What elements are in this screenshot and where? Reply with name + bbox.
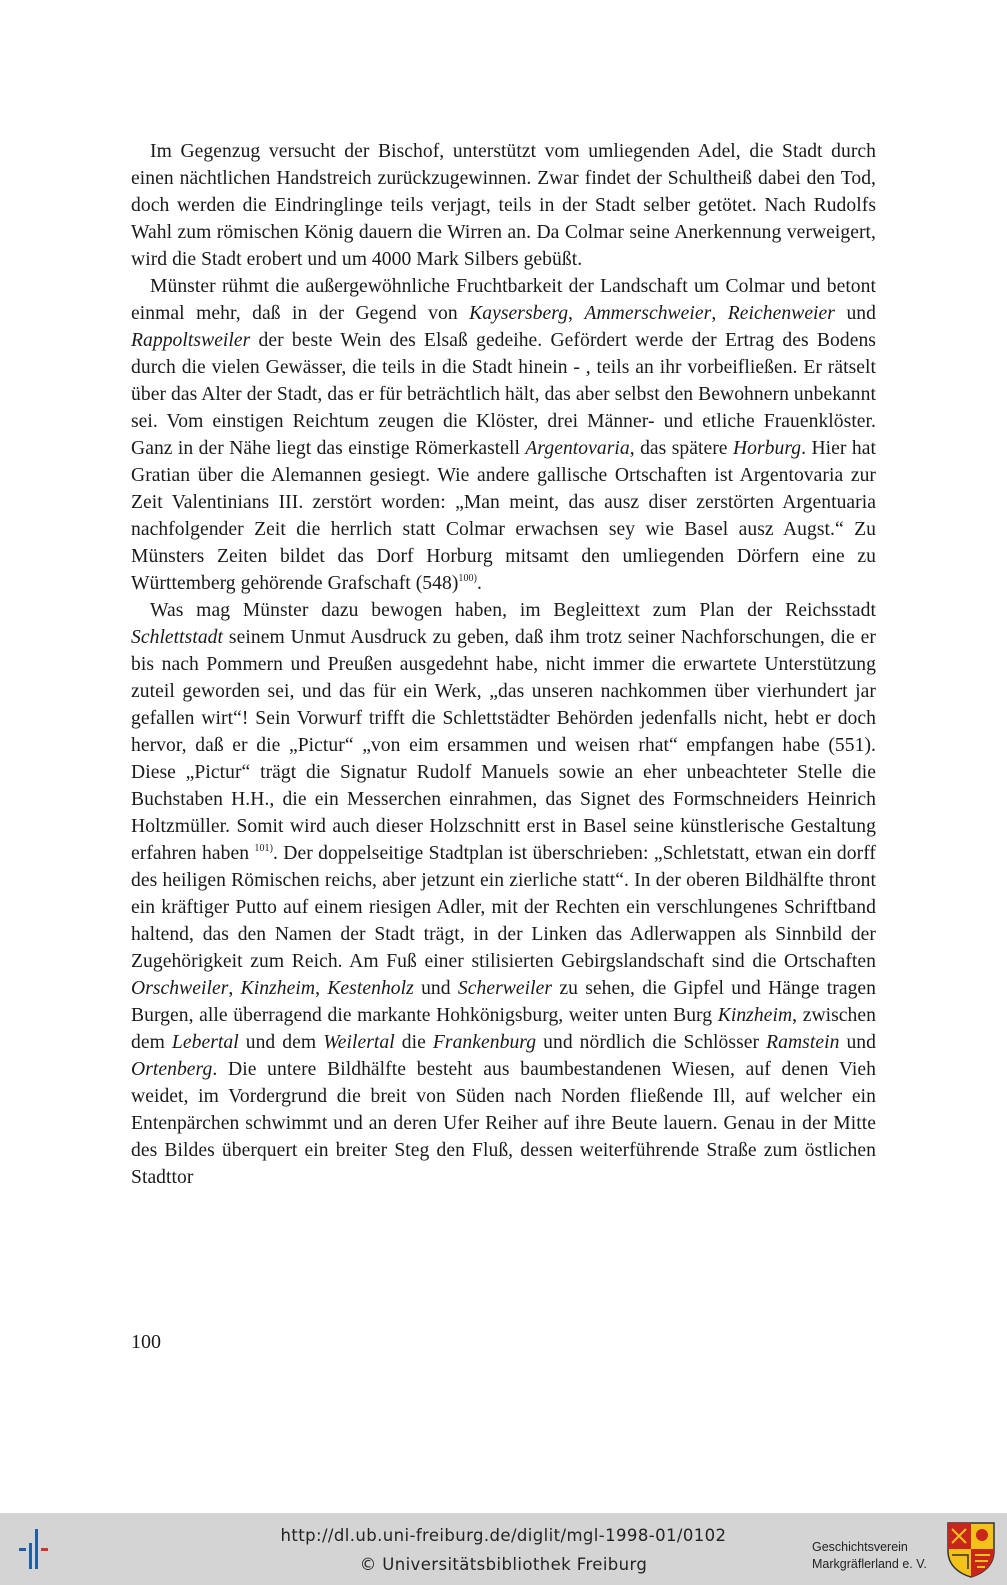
page-number: 100 [131,1331,161,1353]
paragraph-2: Münster rühmt die außergewöhnliche Fruchtbarkeit der Landschaft um Colmar und betont einmal mehr, daß in der Gegend von Kaysersberg, Ammerschweier, Reichenweier und Rappoltsweiler der beste Wein des Elsaß gedeihe. Gefördert werde der Ertrag des Bodens durch die vielen Gewässer, die teils in die Stadt hinein - , teils an ihr vorbeifließen. Er rätselt über das Alter der Stadt, das er für beträchtlich hält, das aber selbst den Bewohnern unbekannt sei. Vom einstigen Reichtum zeugen die Klöster, drei Männer- und etliche Frauenklöster. Ganz in der Nähe liegt das einstige Römerkastell Argentovaria, das spätere Horburg. Hier hat Gratian über die Alemannen gesiegt. Wie andere gallische Ortschaften ist Argentovaria zur Zeit Valentinians III. zerstört worden: „Man meint, das ausz diser zerstörten Argentuaria nachfolgender Zeit die herrlich statt Colmar erwachsen sey wie Basel ausz Augst.“ Zu Münsters Zeiten bildet das Dorf Horburg mitsamt den umliegenden Dörfern eine zu Württemberg gehörende Grafschaft $(548)^{100)}$. [131,276,876,594]
society-line-2: Markgräflerland e. V. [812,1557,927,1571]
footer-bar [0,1513,1007,1585]
page-body [131,138,876,1191]
footer-society-name [812,1539,927,1573]
footnote-ref-100: 100) [458,573,477,584]
coat-of-arms-icon[interactable] [946,1521,996,1579]
footer-url-link[interactable]: http://dl.ub.uni-freiburg.de/diglit/mgl-1998-01/0102 [280,1526,727,1545]
footnote-ref-101: 101) [254,843,273,854]
paragraph-3: Was mag Münster dazu bewogen haben, im Begleittext zum Plan der Reichsstadt Schlettstadt seinem Unmut Ausdruck zu geben, daß ihm trotz seiner Nachforschungen, die er bis nach Pommern und Preußen ausgedehnt habe, nicht immer die erwartete Unterstützung zuteil geworden sei, und das für ein Werk, „das unseren nachkommen über vierhundert jar gefallen wirt“! Sein Vorwurf trifft die Schlettstädter Behörden jedenfalls nicht, hebt er doch hervor, daß er die „Pictur“ „von eim ersammen und weisen rhat“ empfangen habe (551). Diese „Pictur“ trägt die Signatur Rudolf Manuels sowie an eher unbeachteter Stelle die Buchstaben H.H., die ein Messerchen einrahmen, das Signet des Formschneiders Heinrich Holtzmüller. Somit wird auch dieser Holzschnitt erst in Basel seine künstlerische Gestaltung erfahren haben $^{101)}$. Der doppelseitige Stadtplan ist überschrieben: „Schletstatt, etwan ein dorff des heiligen Römischen reichs, aber jetzunt ein zierliche statt“. In der oberen Bildhälfte thront ein kräftiger Putto auf einem riesigen Adler, mit der Rechten ein verschlungenes Schriftband haltend, das den Namen der Stadt trägt, in der Linken das Adlerwappen als Sinnbild der Zugehörigkeit zum Reich. Am Fuß einer stilisierten Gebirgslandschaft sind die Ortschaften Orschweiler, Kinzheim, Kestenholz und Scherweiler zu sehen, die Gipfel und Hänge tragen Burgen, alle überragend die markante Hohkönigsburg, weiter unten Burg Kinzheim, zwischen dem Lebertal und dem Weilertal die Frankenburg und nördlich die Schlösser Ramstein und Ortenberg. Die untere Bildhälfte besteht aus baumbestandenen Wiesen, auf denen Vieh weidet, im Vordergrund die breit von Süden nach Norden fließende Ill, auf welcher ein Entenpärchen schwimmt und an deren Ufer Reiher auf ihre Beute lauern. Genau in der Mitte des Bildes überquert ein breiter Steg den Fluß, dessen weiterführende Straße zum östlichen Stadttor [131,600,877,1188]
society-line-1: Geschichtsverein [812,1540,908,1554]
footer-copyright: © Universitätsbibliothek Freiburg [359,1555,648,1574]
paragraph-1: Im Gegenzug versucht der Bischof, unterstützt vom umliegenden Adel, die Stadt durch einen nächtlichen Handstreich zurückzugewinnen. Zwar findet der Schultheiß dabei den Tod, doch werden die Eindringlinge teils verjagt, teils in der Stadt selber getötet. Nach Rudolfs Wahl zum römischen König dauern die Wirren an. Da Colmar seine Anerkennung verweigert, wird die Stadt erobert und um 4000 Mark Silbers gebüßt. [131,141,876,270]
